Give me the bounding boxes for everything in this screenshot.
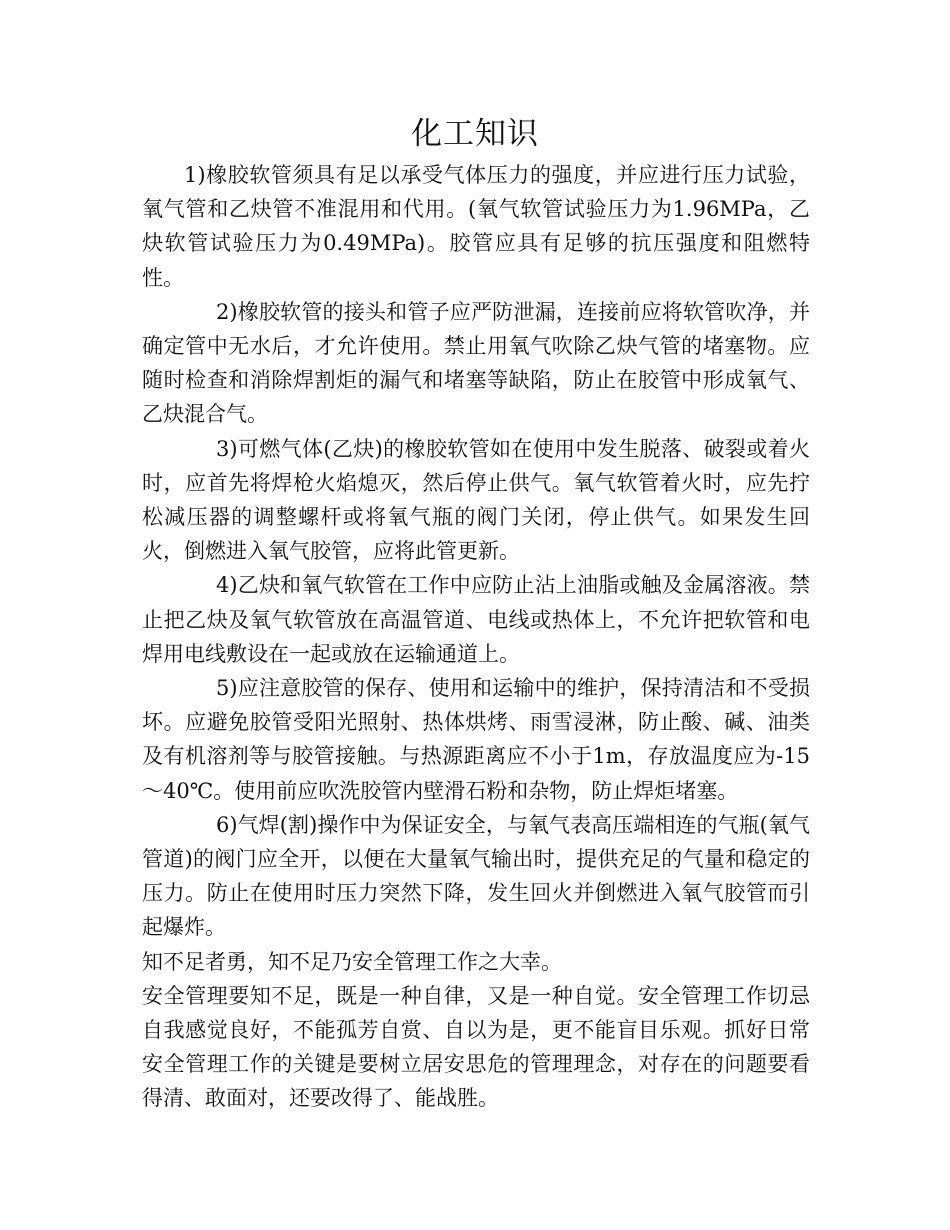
paragraph-hose-fire: 3)可燃气体(乙炔)的橡胶软管如在使用中发生脱落、破裂或着火时，应首先将焊枪火焰熄灭，然后停止供气。氧气软管着火时，应先拧松减压器的调整螺杆或将氧气瓶的阀门关闭，停止供气。如果发生回火，倒燃进入氧气胶管，应将此管更新。: [142, 436, 810, 564]
paragraph-hose-strength: 1)橡胶软管须具有足以承受气体压力的强度，并应进行压力试验，氧气管和乙炔管不准混用和代用。(氧气软管试验压力为1.96MPa，乙炔软管试验压力为0.49MPa)。胶管应具有足够的抗压强度和阻燃特性。: [142, 163, 810, 290]
paragraph-motto: 知不足者勇，知不足乃安全管理工作之大幸。: [142, 949, 562, 974]
paragraph-valve-operation: 6)气焊(割)操作中为保证安全，与氧气表高压端相连的气瓶(氧气管道)的阀门应全开，以便在大量氧气输出时，提供充足的气量和稳定的压力。防止在使用时压力突然下降，发生回火并倒燃进入氧气胶管而引起爆炸。: [142, 812, 810, 940]
paragraph-hose-joints: 2)橡胶软管的接头和管子应严防泄漏，连接前应将软管吹净，并确定管中无水后，才允许使用。禁止用氧气吹除乙炔气管的堵塞物。应随时检查和消除焊割炬的漏气和堵塞等缺陷，防止在胶管中形成氧气、乙炔混合气。: [142, 299, 810, 427]
document-title: 化工知识: [411, 116, 539, 152]
paragraph-hose-contamination: 4)乙炔和氧气软管在工作中应防止沾上油脂或触及金属溶液。禁止把乙炔及氧气软管放在高温管道、电线或热体上，不允许把软管和电焊用电线敷设在一起或放在运输通道上。: [142, 573, 810, 666]
paragraph-safety-management: 安全管理要知不足，既是一种自律，又是一种自觉。安全管理工作切忌自我感觉良好，不能孤芳自赏、自以为是，更不能盲目乐观。抓好日常安全管理工作的关键是要树立居安思危的管理理念，对存在的问题要看得清、敢面对，还要改得了、能战胜。: [142, 983, 810, 1111]
document-body: [142, 158, 810, 1116]
paragraph-hose-storage: 5)应注意胶管的保存、使用和运输中的维护，保持清洁和不受损坏。应避免胶管受阳光照射、热体烘烤、雨雪浸淋，防止酸、碱、油类及有机溶剂等与胶管接触。与热源距离应不小于1m，存放温度应为-15～40℃。使用前应吹洗胶管内壁滑石粉和杂物，防止焊炬堵塞。: [142, 676, 810, 803]
